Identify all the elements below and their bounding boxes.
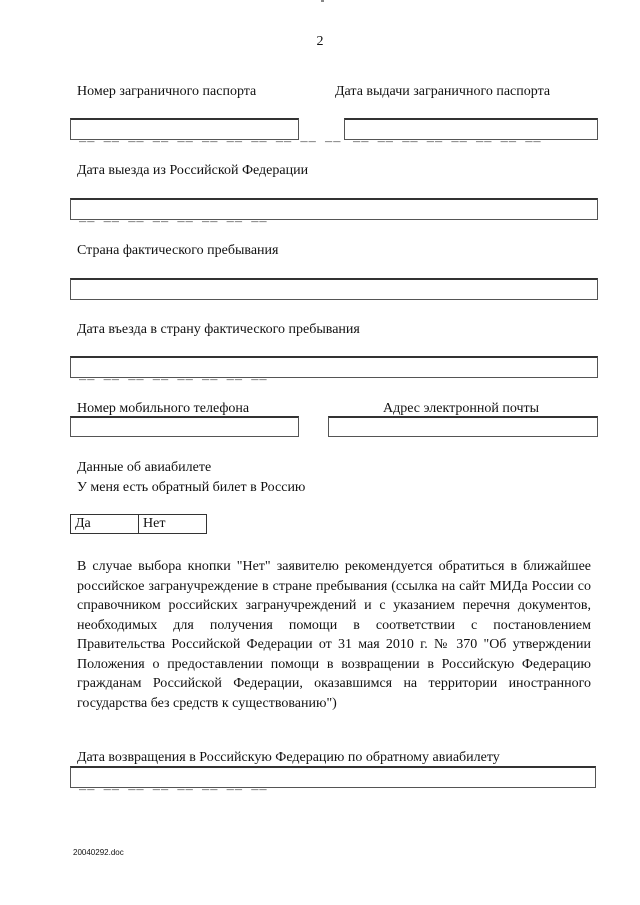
passport-number-label: Номер заграничного паспорта xyxy=(77,84,257,99)
ticket-question: У меня есть обратный билет в Россию xyxy=(77,480,306,495)
mobile-phone-label: Номер мобильного телефона xyxy=(77,401,250,416)
return-date-label: Дата возвращения в Российскую Федерацию по обратному авиабилету xyxy=(77,750,500,765)
document-filename: 20040292.doc xyxy=(73,848,124,857)
stay-country-label: Страна фактического пребывания xyxy=(77,243,279,258)
departure-date-label: Дата выезда из Российской Федерации xyxy=(77,163,309,178)
page-number: 2 xyxy=(316,34,324,49)
stay-country-input[interactable] xyxy=(70,278,598,300)
entry-date-input[interactable] xyxy=(70,356,598,383)
ticket-heading: Данные об авиабилете xyxy=(77,460,212,475)
return-date-input[interactable] xyxy=(70,766,596,793)
passport-number-placeholder: __ __ __ __ __ __ __ __ __ __ __ xyxy=(79,131,342,145)
departure-date-placeholder: __ __ __ __ __ __ __ __ xyxy=(79,211,268,225)
entry-date-placeholder: __ __ __ __ __ __ __ __ xyxy=(79,369,268,383)
top-mark xyxy=(321,0,324,2)
departure-date-input[interactable] xyxy=(70,198,598,225)
email-input[interactable] xyxy=(328,416,598,437)
return-date-placeholder: __ __ __ __ __ __ __ __ xyxy=(79,779,268,793)
mobile-phone-input[interactable] xyxy=(70,416,299,437)
passport-issue-date-input[interactable] xyxy=(344,118,598,145)
return-advice-paragraph: В случае выбора кнопки "Нет" заявителю рекомендуется обратиться в ближайшее российское загранучреждение в стране пребывания (ссылка на сайт МИДа России со справочником российских загранучреждений и с указанием перечня документов, необходимых для получения помощи в соответствии с постановлением Правительства Российской Федерации от 31 мая 2010 г. № 370 "Об утверждении Положения о предоставлении помощи в возвращении в Российскую Федерацию гражданам Российской Федерации, оказавшимся на территории иностранного государства без средств к существованию") xyxy=(77,559,591,711)
passport-issue-date-placeholder: __ __ __ __ __ __ __ __ xyxy=(353,131,542,145)
ticket-yes-button[interactable]: Да xyxy=(70,514,139,534)
entry-date-label: Дата въезда в страну фактического пребывания xyxy=(77,322,360,337)
passport-number-input[interactable] xyxy=(70,118,342,145)
email-label: Адрес электронной почты xyxy=(383,401,540,416)
ticket-no-button[interactable]: Нет xyxy=(138,514,207,534)
passport-issue-date-label: Дата выдачи заграничного паспорта xyxy=(335,84,551,99)
